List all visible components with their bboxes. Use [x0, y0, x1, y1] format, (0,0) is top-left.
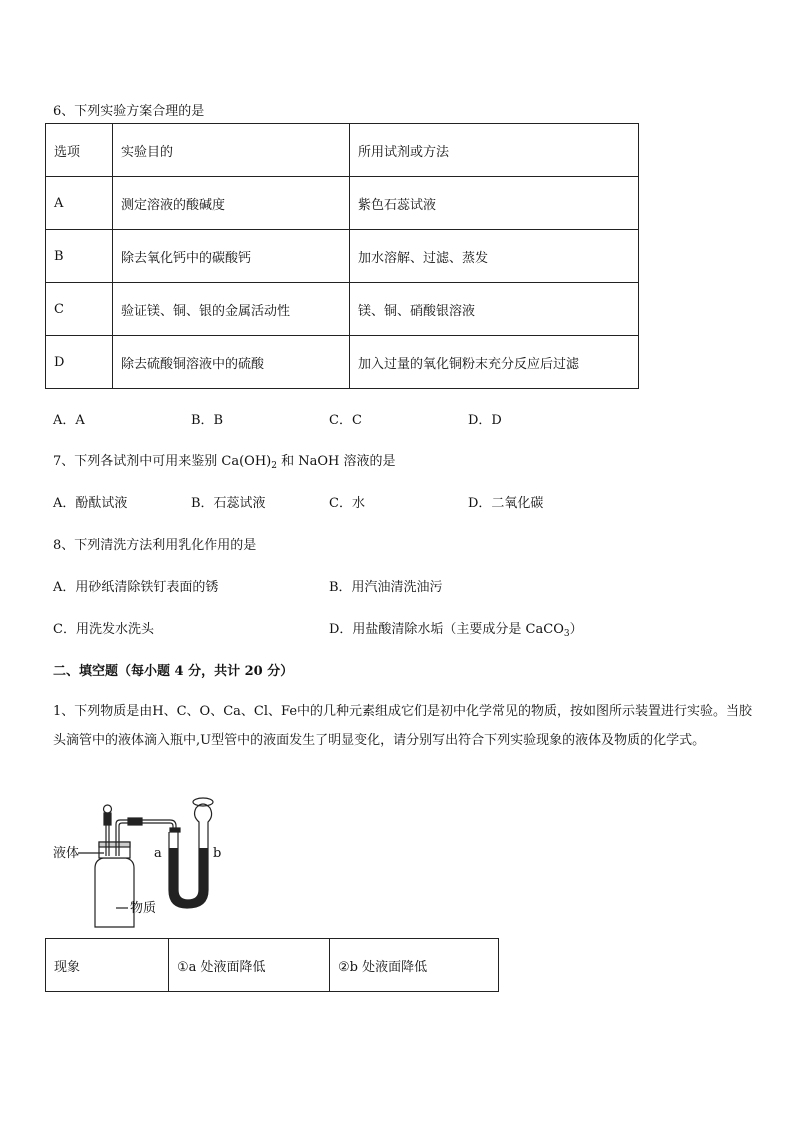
table-header-cell: 选项: [46, 124, 113, 177]
table-cell: D: [46, 336, 113, 389]
q8-option-d-post: ）: [569, 622, 583, 637]
table-row: [46, 177, 639, 230]
q6-option-c: C．C: [329, 413, 362, 428]
section-2-heading: 二、填空题（每小题 4 分，共计 20 分）: [53, 664, 294, 679]
funnel-rim: [193, 798, 213, 806]
q7-option-d: D．二氧化碳: [468, 496, 544, 511]
question-7-stem: [53, 450, 396, 469]
q8-option-a: A．用砂纸清除铁钉表面的锈: [53, 580, 219, 595]
funnel-bulb: [195, 804, 212, 832]
q7-option-c: C．水: [329, 496, 365, 511]
bottle-body: [95, 858, 134, 927]
table-cell: ①a 处液面降低: [169, 939, 330, 992]
q7-stem-sub: 2: [271, 461, 277, 471]
table-cell: 镁、铜、硝酸银溶液: [350, 283, 639, 336]
table-cell: B: [46, 230, 113, 283]
table-cell: 除去氧化钙中的碳酸钙: [113, 230, 350, 283]
table-cell: 加入过量的氧化铜粉末充分反应后过滤: [350, 336, 639, 389]
tube-connector: [128, 818, 142, 825]
dropper-bulb: [104, 813, 111, 825]
q8-option-d-sub: 3: [563, 629, 570, 639]
q8-option-d-pre: D．用盐酸清除水垢（主要成分是 CaCO: [329, 622, 564, 637]
question-8-stem: 8、下列清洗方法利用乳化作用的是: [53, 538, 257, 553]
q6-option-d: D．D: [468, 413, 502, 428]
table-cell: ②b 处液面降低: [330, 939, 499, 992]
q6-option-a: A．A: [53, 413, 85, 428]
table-cell: 验证镁、铜、银的金属活动性: [113, 283, 350, 336]
label-b: b: [213, 846, 222, 861]
question-6-stem: 6、下列实验方案合理的是: [53, 104, 205, 119]
observation-table: [45, 938, 499, 992]
q8-option-b: B．用汽油清洗油污: [329, 580, 443, 595]
q6-option-b: B．B: [191, 413, 224, 428]
label-substance: 物质: [130, 901, 157, 916]
table-header-cell: 所用试剂或方法: [350, 124, 639, 177]
table-cell: 紫色石蕊试液: [350, 177, 639, 230]
dropper-top: [104, 805, 112, 813]
u-tube-liquid: [169, 848, 208, 908]
table-cell: 加水溶解、过滤、蒸发: [350, 230, 639, 283]
table-row: [46, 283, 639, 336]
table-cell: 测定溶液的酸碱度: [113, 177, 350, 230]
u-tube-inner: [178, 832, 199, 900]
question-6-table: [45, 123, 639, 389]
stopper-top: [99, 842, 130, 847]
fill-question-1-text: 1、下列物质是由H、C、O、Ca、Cl、Fe中的几种元素组成它们是初中化学常见的物质，按如图所示装置进行实验。当胶头滴管中的液体滴入瓶中,U型管中的液面发生了明显变化，请分别写出符合下列实验现象的液体及物质的化学式。: [53, 704, 753, 748]
q7-stem-post: 和 NaOH 溶液的是: [276, 454, 396, 469]
q8-option-c: C．用洗发水洗头: [53, 622, 154, 637]
table-cell: A: [46, 177, 113, 230]
q8-option-d: [329, 618, 583, 637]
label-a: a: [154, 846, 162, 861]
u-tube-joint: [170, 828, 180, 832]
table-cell: C: [46, 283, 113, 336]
table-row: [46, 939, 499, 992]
table-header-row: [46, 124, 639, 177]
q7-stem-pre: 7、下列各试剂中可用来鉴别 Ca(OH): [53, 454, 272, 469]
table-row: [46, 336, 639, 389]
table-cell: 现象: [46, 939, 169, 992]
q7-option-a: A．酚酞试液: [53, 496, 128, 511]
apparatus-figure: [50, 790, 250, 932]
label-liquid: 液体: [53, 846, 80, 861]
table-cell: 除去硫酸铜溶液中的硫酸: [113, 336, 350, 389]
q7-option-b: B．石蕊试液: [191, 496, 266, 511]
table-header-cell: 实验目的: [113, 124, 350, 177]
table-row: [46, 230, 639, 283]
